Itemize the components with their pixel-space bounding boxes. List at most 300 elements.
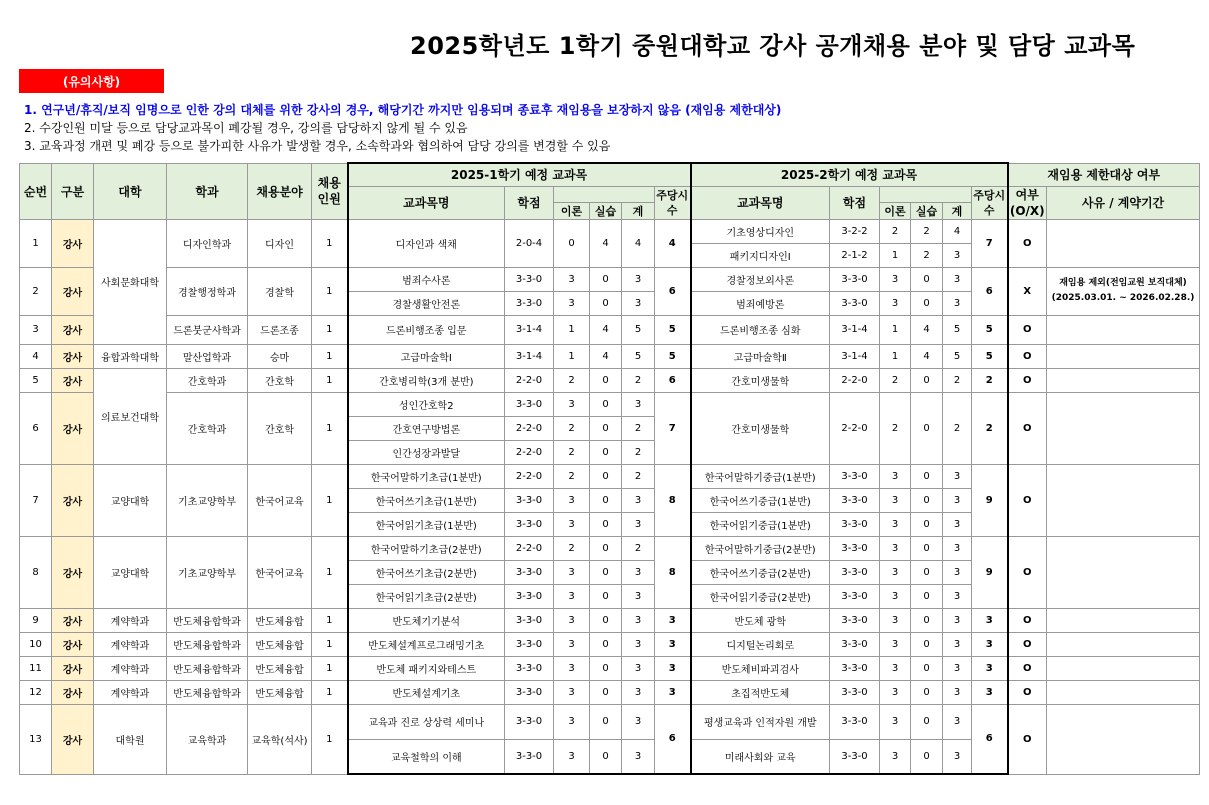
sem1-theory: 2 — [554, 464, 590, 488]
sem2-practice: 0 — [911, 464, 943, 488]
sem2-practice: 0 — [911, 608, 943, 632]
header-hours-1 — [554, 186, 655, 202]
sem1-credit: 3-1-4 — [505, 315, 554, 344]
row-reason — [1047, 392, 1200, 464]
sem2-course: 간호미생물학 — [691, 392, 830, 464]
sem2-credit: 3-3-0 — [830, 560, 880, 584]
sem1-total: 3 — [622, 704, 655, 739]
sem2-credit: 3-3-0 — [830, 267, 880, 291]
row-no: 2 — [20, 267, 52, 315]
table-row — [20, 608, 1200, 632]
sem2-total: 5 — [943, 344, 972, 368]
sem2-credit: 3-3-0 — [830, 656, 880, 680]
row-yn: O — [1008, 392, 1047, 464]
row-no: 4 — [20, 344, 52, 368]
sem2-course: 디지털논리회로 — [691, 632, 830, 656]
table-row — [20, 267, 1200, 291]
sem2-theory: 3 — [880, 560, 911, 584]
contract-period: (2025.03.01. ~ 2026.02.28.) — [1051, 293, 1195, 303]
row-count: 1 — [312, 368, 348, 392]
sem2-theory: 2 — [880, 392, 911, 464]
table-row — [20, 464, 1200, 488]
header-hours-2 — [880, 186, 972, 202]
sem1-total: 3 — [622, 739, 655, 774]
row-reason — [1047, 267, 1200, 315]
row-reason — [1047, 368, 1200, 392]
sem2-total: 4 — [943, 219, 972, 243]
row-field: 드론조종 — [248, 315, 312, 344]
row-field: 한국어교육 — [248, 464, 312, 536]
sem1-total: 3 — [622, 584, 655, 608]
header-gubun: 구분 — [52, 163, 94, 219]
row-reason — [1047, 219, 1200, 267]
row-yn: O — [1008, 632, 1047, 656]
sem1-total: 2 — [622, 464, 655, 488]
row-no: 11 — [20, 656, 52, 680]
sem2-credit: 3-3-0 — [830, 488, 880, 512]
row-gubun: 강사 — [52, 632, 94, 656]
sem2-practice: 0 — [911, 488, 943, 512]
header-sem1: 2025-1학기 예정 교과목 — [348, 163, 691, 186]
sem2-course: 미래사회와 교육 — [691, 739, 830, 774]
sem1-theory: 0 — [554, 219, 590, 267]
sem1-total: 3 — [622, 392, 655, 416]
table-row — [20, 656, 1200, 680]
sem2-total: 3 — [943, 680, 972, 704]
sem1-theory: 2 — [554, 416, 590, 440]
sem2-credit: 3-2-2 — [830, 219, 880, 243]
header-sem2: 2025-2학기 예정 교과목 — [691, 163, 1008, 186]
row-field: 간호학 — [248, 392, 312, 464]
sem2-credit: 3-3-0 — [830, 632, 880, 656]
row-dept: 반도체융합학과 — [167, 632, 248, 656]
row-college: 사회문화대학 — [94, 219, 167, 344]
row-no: 7 — [20, 464, 52, 536]
header-weekly-1: 주당시수 — [655, 186, 691, 219]
sem2-credit: 3-3-0 — [830, 512, 880, 536]
sem1-total: 5 — [622, 315, 655, 344]
row-reason — [1047, 536, 1200, 608]
sem1-total: 2 — [622, 416, 655, 440]
row-gubun: 강사 — [52, 392, 94, 464]
row-college: 계약학과 — [94, 680, 167, 704]
row-college: 융합과학대학 — [94, 344, 167, 368]
note-2: 2. 수강인원 미달 등으로 담당교과목이 폐강될 경우, 강의를 담당하지 않게 될 수 있음 — [24, 121, 468, 135]
sem2-credit: 2-2-0 — [830, 368, 880, 392]
row-college: 교양대학 — [94, 536, 167, 608]
note-1: 1. 연구년/휴직/보직 임명으로 인한 강의 대체를 위한 강사의 경우, 해당기간 까지만 임용되며 종료후 재임용을 보장하지 않음 (재임용 제한대상) — [24, 103, 782, 117]
sem2-practice: 0 — [911, 512, 943, 536]
sem2-theory: 1 — [880, 344, 911, 368]
row-gubun: 강사 — [52, 464, 94, 536]
sem2-theory: 3 — [880, 656, 911, 680]
sem1-course: 인간성장과발달 — [348, 440, 505, 464]
sem2-practice: 4 — [911, 315, 943, 344]
row-yn: O — [1008, 219, 1047, 267]
row-field: 디자인 — [248, 219, 312, 267]
sem1-practice: 0 — [590, 440, 622, 464]
row-count: 1 — [312, 608, 348, 632]
notice-tag: (유의사항) — [19, 69, 164, 93]
sem2-course: 한국어말하기중급(1분반) — [691, 464, 830, 488]
sem2-total: 3 — [943, 584, 972, 608]
row-reason — [1047, 632, 1200, 656]
sem2-theory: 3 — [880, 739, 911, 774]
row-reason — [1047, 464, 1200, 536]
sem2-theory: 3 — [880, 464, 911, 488]
row-count: 1 — [312, 680, 348, 704]
sem1-weekly: 5 — [655, 315, 691, 344]
sem2-weekly: 7 — [972, 219, 1008, 267]
sem1-total: 3 — [622, 512, 655, 536]
row-dept: 기초교양학부 — [167, 464, 248, 536]
sem1-theory: 2 — [554, 536, 590, 560]
sem2-weekly: 5 — [972, 344, 1008, 368]
table-row — [20, 344, 1200, 368]
row-reason — [1047, 315, 1200, 344]
sem1-theory: 3 — [554, 584, 590, 608]
row-gubun: 강사 — [52, 536, 94, 608]
sem1-course: 한국어읽기초급(2분반) — [348, 584, 505, 608]
sem1-course: 고급마술학Ⅰ — [348, 344, 505, 368]
header-theory-2: 이론 — [880, 202, 911, 219]
header-count: 채용인원 — [312, 163, 348, 219]
row-count: 1 — [312, 632, 348, 656]
sem1-credit: 2-0-4 — [505, 219, 554, 267]
sem1-total: 2 — [622, 368, 655, 392]
sem1-theory: 3 — [554, 739, 590, 774]
sem2-weekly: 3 — [972, 608, 1008, 632]
sem1-course: 한국어말하기초급(2분반) — [348, 536, 505, 560]
sem2-total: 2 — [943, 392, 972, 464]
sem1-credit: 3-3-0 — [505, 608, 554, 632]
table-row — [20, 632, 1200, 656]
sem1-course: 반도체기기분석 — [348, 608, 505, 632]
sem1-total: 3 — [622, 608, 655, 632]
course-table — [19, 162, 1200, 775]
sem1-course: 경찰생활안전론 — [348, 291, 505, 315]
sem1-credit: 3-3-0 — [505, 488, 554, 512]
sem1-theory: 3 — [554, 632, 590, 656]
sem2-theory: 3 — [880, 584, 911, 608]
row-no: 12 — [20, 680, 52, 704]
sem1-credit: 3-3-0 — [505, 704, 554, 739]
header-course-1: 교과목명 — [348, 186, 505, 219]
sem2-credit: 3-3-0 — [830, 291, 880, 315]
row-no: 5 — [20, 368, 52, 392]
sem2-course: 간호미생물학 — [691, 368, 830, 392]
sem1-practice: 0 — [590, 560, 622, 584]
sem2-practice: 0 — [911, 680, 943, 704]
sem1-theory: 2 — [554, 440, 590, 464]
sem2-credit: 3-3-0 — [830, 584, 880, 608]
sem1-total: 4 — [622, 219, 655, 267]
sem2-credit: 3-3-0 — [830, 704, 880, 739]
sem2-theory: 3 — [880, 632, 911, 656]
sem1-credit: 2-2-0 — [505, 536, 554, 560]
row-gubun: 강사 — [52, 608, 94, 632]
sem1-total: 2 — [622, 536, 655, 560]
header-total-1: 계 — [622, 202, 655, 219]
sem1-course: 반도체 패키지와테스트 — [348, 656, 505, 680]
sem1-course: 간호연구방법론 — [348, 416, 505, 440]
row-gubun: 강사 — [52, 368, 94, 392]
sem2-credit: 2-1-2 — [830, 243, 880, 267]
header-dept: 학과 — [167, 163, 248, 219]
row-count: 1 — [312, 464, 348, 536]
row-no: 9 — [20, 608, 52, 632]
sem1-practice: 0 — [590, 608, 622, 632]
header-weekly-2: 주당시수 — [972, 186, 1008, 219]
sem2-course: 한국어쓰기중급(2분반) — [691, 560, 830, 584]
sem2-practice: 2 — [911, 219, 943, 243]
sem2-practice: 0 — [911, 536, 943, 560]
header-no: 순번 — [20, 163, 52, 219]
sem2-total: 5 — [943, 315, 972, 344]
sem1-weekly: 7 — [655, 392, 691, 464]
sem1-theory: 2 — [554, 368, 590, 392]
header-yn: 여부(O/X) — [1008, 186, 1047, 219]
row-reason — [1047, 704, 1200, 774]
page-title: 2025학년도 1학기 중원대학교 강사 공개채용 분야 및 담당 교과목 — [410, 32, 1136, 60]
row-reason — [1047, 608, 1200, 632]
row-college: 계약학과 — [94, 608, 167, 632]
row-field: 한국어교육 — [248, 536, 312, 608]
sem2-theory: 3 — [880, 704, 911, 739]
sem1-weekly: 8 — [655, 536, 691, 608]
row-yn: O — [1008, 680, 1047, 704]
sem2-course: 초집적반도체 — [691, 680, 830, 704]
row-dept: 간호학과 — [167, 368, 248, 392]
sem2-course: 드론비행조종 심화 — [691, 315, 830, 344]
sem2-credit: 3-1-4 — [830, 344, 880, 368]
header-total-2: 계 — [943, 202, 972, 219]
table-row — [20, 704, 1200, 739]
notes — [24, 101, 781, 155]
sem1-credit: 3-3-0 — [505, 584, 554, 608]
reason-text: 재임용 제외(전임교원 보직대체) — [1059, 278, 1187, 288]
sem2-course: 고급마술학Ⅱ — [691, 344, 830, 368]
sem1-practice: 0 — [590, 584, 622, 608]
sem1-practice: 0 — [590, 488, 622, 512]
row-no: 3 — [20, 315, 52, 344]
row-field: 반도체융합 — [248, 656, 312, 680]
sem2-total: 3 — [943, 632, 972, 656]
sem2-course: 한국어읽기중급(2분반) — [691, 584, 830, 608]
table-row — [20, 219, 1200, 243]
sem2-credit: 3-3-0 — [830, 680, 880, 704]
sem1-course: 교육철학의 이해 — [348, 739, 505, 774]
sem1-weekly: 5 — [655, 344, 691, 368]
sem2-course: 기초영상디자인 — [691, 219, 830, 243]
sem2-credit: 3-3-0 — [830, 464, 880, 488]
sem1-course: 교육과 진로 상상력 세미나 — [348, 704, 505, 739]
sem1-practice: 4 — [590, 344, 622, 368]
row-count: 1 — [312, 536, 348, 608]
row-count: 1 — [312, 315, 348, 344]
sem2-course: 경찰정보외사론 — [691, 267, 830, 291]
sem2-total: 3 — [943, 243, 972, 267]
sem1-weekly: 8 — [655, 464, 691, 536]
sem2-practice: 0 — [911, 560, 943, 584]
row-no: 10 — [20, 632, 52, 656]
sem1-theory: 3 — [554, 680, 590, 704]
row-college: 계약학과 — [94, 656, 167, 680]
sem2-course: 평생교육과 인적자원 개발 — [691, 704, 830, 739]
sem1-total: 5 — [622, 344, 655, 368]
sem2-practice: 0 — [911, 392, 943, 464]
sem1-weekly: 6 — [655, 704, 691, 774]
row-field: 간호학 — [248, 368, 312, 392]
sem1-credit: 3-3-0 — [505, 392, 554, 416]
row-reason — [1047, 656, 1200, 680]
row-gubun: 강사 — [52, 344, 94, 368]
row-count: 1 — [312, 656, 348, 680]
sem1-weekly: 6 — [655, 368, 691, 392]
sem1-weekly: 3 — [655, 608, 691, 632]
sem1-theory: 3 — [554, 704, 590, 739]
sem1-credit: 3-3-0 — [505, 632, 554, 656]
sem2-practice: 0 — [911, 632, 943, 656]
sem2-practice: 2 — [911, 243, 943, 267]
sem1-course: 반도체설계기초 — [348, 680, 505, 704]
sem1-total: 3 — [622, 680, 655, 704]
sem2-practice: 0 — [911, 291, 943, 315]
row-yn: O — [1008, 536, 1047, 608]
sem2-theory: 3 — [880, 608, 911, 632]
sem2-course: 한국어읽기중급(1분반) — [691, 512, 830, 536]
sem2-practice: 0 — [911, 368, 943, 392]
sem2-course: 패키지디자인I — [691, 243, 830, 267]
sem2-course: 범죄예방론 — [691, 291, 830, 315]
sem1-total: 3 — [622, 656, 655, 680]
header-restrict: 재임용 제한대상 여부 — [1008, 163, 1200, 186]
sem2-course: 반도체 광학 — [691, 608, 830, 632]
row-field: 반도체융합 — [248, 632, 312, 656]
sem2-course: 한국어쓰기중급(1분반) — [691, 488, 830, 512]
sem1-credit: 3-3-0 — [505, 291, 554, 315]
row-college: 계약학과 — [94, 632, 167, 656]
row-gubun: 강사 — [52, 704, 94, 774]
row-no: 1 — [20, 219, 52, 267]
sem1-practice: 0 — [590, 656, 622, 680]
sem1-weekly: 3 — [655, 656, 691, 680]
sem1-theory: 3 — [554, 560, 590, 584]
header-college: 대학 — [94, 163, 167, 219]
sem1-theory: 1 — [554, 344, 590, 368]
row-dept: 기초교양학부 — [167, 536, 248, 608]
sem1-credit: 3-3-0 — [505, 267, 554, 291]
row-reason — [1047, 680, 1200, 704]
sem1-credit: 2-2-0 — [505, 440, 554, 464]
sem1-weekly: 6 — [655, 267, 691, 315]
sem1-credit: 3-3-0 — [505, 680, 554, 704]
sem1-total: 3 — [622, 488, 655, 512]
row-college: 의료보건대학 — [94, 368, 167, 464]
sem1-weekly: 4 — [655, 219, 691, 267]
sem1-theory: 3 — [554, 392, 590, 416]
row-yn: O — [1008, 368, 1047, 392]
row-reason — [1047, 344, 1200, 368]
sem2-credit: 2-2-0 — [830, 392, 880, 464]
sem2-total: 3 — [943, 536, 972, 560]
sem1-practice: 0 — [590, 680, 622, 704]
sem1-course: 한국어쓰기초급(2분반) — [348, 560, 505, 584]
header-credit-1: 학점 — [505, 186, 554, 219]
sem2-course: 반도체비파괴검사 — [691, 656, 830, 680]
row-count: 1 — [312, 344, 348, 368]
row-yn: O — [1008, 315, 1047, 344]
table-row — [20, 315, 1200, 344]
row-college: 대학원 — [94, 704, 167, 774]
sem2-theory: 3 — [880, 536, 911, 560]
sem1-theory: 3 — [554, 267, 590, 291]
sem2-total: 3 — [943, 512, 972, 536]
sem1-practice: 0 — [590, 267, 622, 291]
sem1-theory: 3 — [554, 656, 590, 680]
sem1-course: 간호병리학(3개 분반) — [348, 368, 505, 392]
sem1-practice: 0 — [590, 632, 622, 656]
table-row — [20, 536, 1200, 560]
row-college: 교양대학 — [94, 464, 167, 536]
sem1-practice: 0 — [590, 512, 622, 536]
sem2-theory: 1 — [880, 315, 911, 344]
row-gubun: 강사 — [52, 267, 94, 315]
sem2-total: 3 — [943, 560, 972, 584]
row-dept: 드론붓군사학과 — [167, 315, 248, 344]
sem1-practice: 0 — [590, 368, 622, 392]
sem2-credit: 3-3-0 — [830, 739, 880, 774]
sem1-weekly: 3 — [655, 632, 691, 656]
sem1-theory: 3 — [554, 512, 590, 536]
row-count: 1 — [312, 267, 348, 315]
row-no: 6 — [20, 392, 52, 464]
sem1-theory: 3 — [554, 291, 590, 315]
sem1-credit: 3-3-0 — [505, 739, 554, 774]
row-dept: 말산업학과 — [167, 344, 248, 368]
sem2-theory: 3 — [880, 680, 911, 704]
row-dept: 경찰행정학과 — [167, 267, 248, 315]
sem2-weekly: 3 — [972, 656, 1008, 680]
row-yn: X — [1008, 267, 1047, 315]
table-row — [20, 392, 1200, 416]
row-no: 13 — [20, 704, 52, 774]
row-yn: O — [1008, 608, 1047, 632]
sem2-practice: 0 — [911, 739, 943, 774]
sem1-course: 한국어읽기초급(1분반) — [348, 512, 505, 536]
sem1-credit: 3-3-0 — [505, 512, 554, 536]
sem1-course: 반도체설계프로그래밍기초 — [348, 632, 505, 656]
sem2-theory: 2 — [880, 219, 911, 243]
sem1-practice: 0 — [590, 291, 622, 315]
sem1-course: 한국어쓰기초급(1분반) — [348, 488, 505, 512]
sem1-total: 2 — [622, 440, 655, 464]
sem2-theory: 3 — [880, 291, 911, 315]
sem2-practice: 4 — [911, 344, 943, 368]
row-dept: 간호학과 — [167, 392, 248, 464]
sem2-total: 3 — [943, 656, 972, 680]
sem1-theory: 3 — [554, 488, 590, 512]
sem2-weekly: 9 — [972, 464, 1008, 536]
sem1-total: 3 — [622, 267, 655, 291]
header-field: 채용분야 — [248, 163, 312, 219]
sem1-practice: 0 — [590, 392, 622, 416]
row-yn: O — [1008, 656, 1047, 680]
sem1-course: 디자인과 색채 — [348, 219, 505, 267]
sem1-credit: 2-2-0 — [505, 416, 554, 440]
row-yn: O — [1008, 464, 1047, 536]
header-credit-2: 학점 — [830, 186, 880, 219]
